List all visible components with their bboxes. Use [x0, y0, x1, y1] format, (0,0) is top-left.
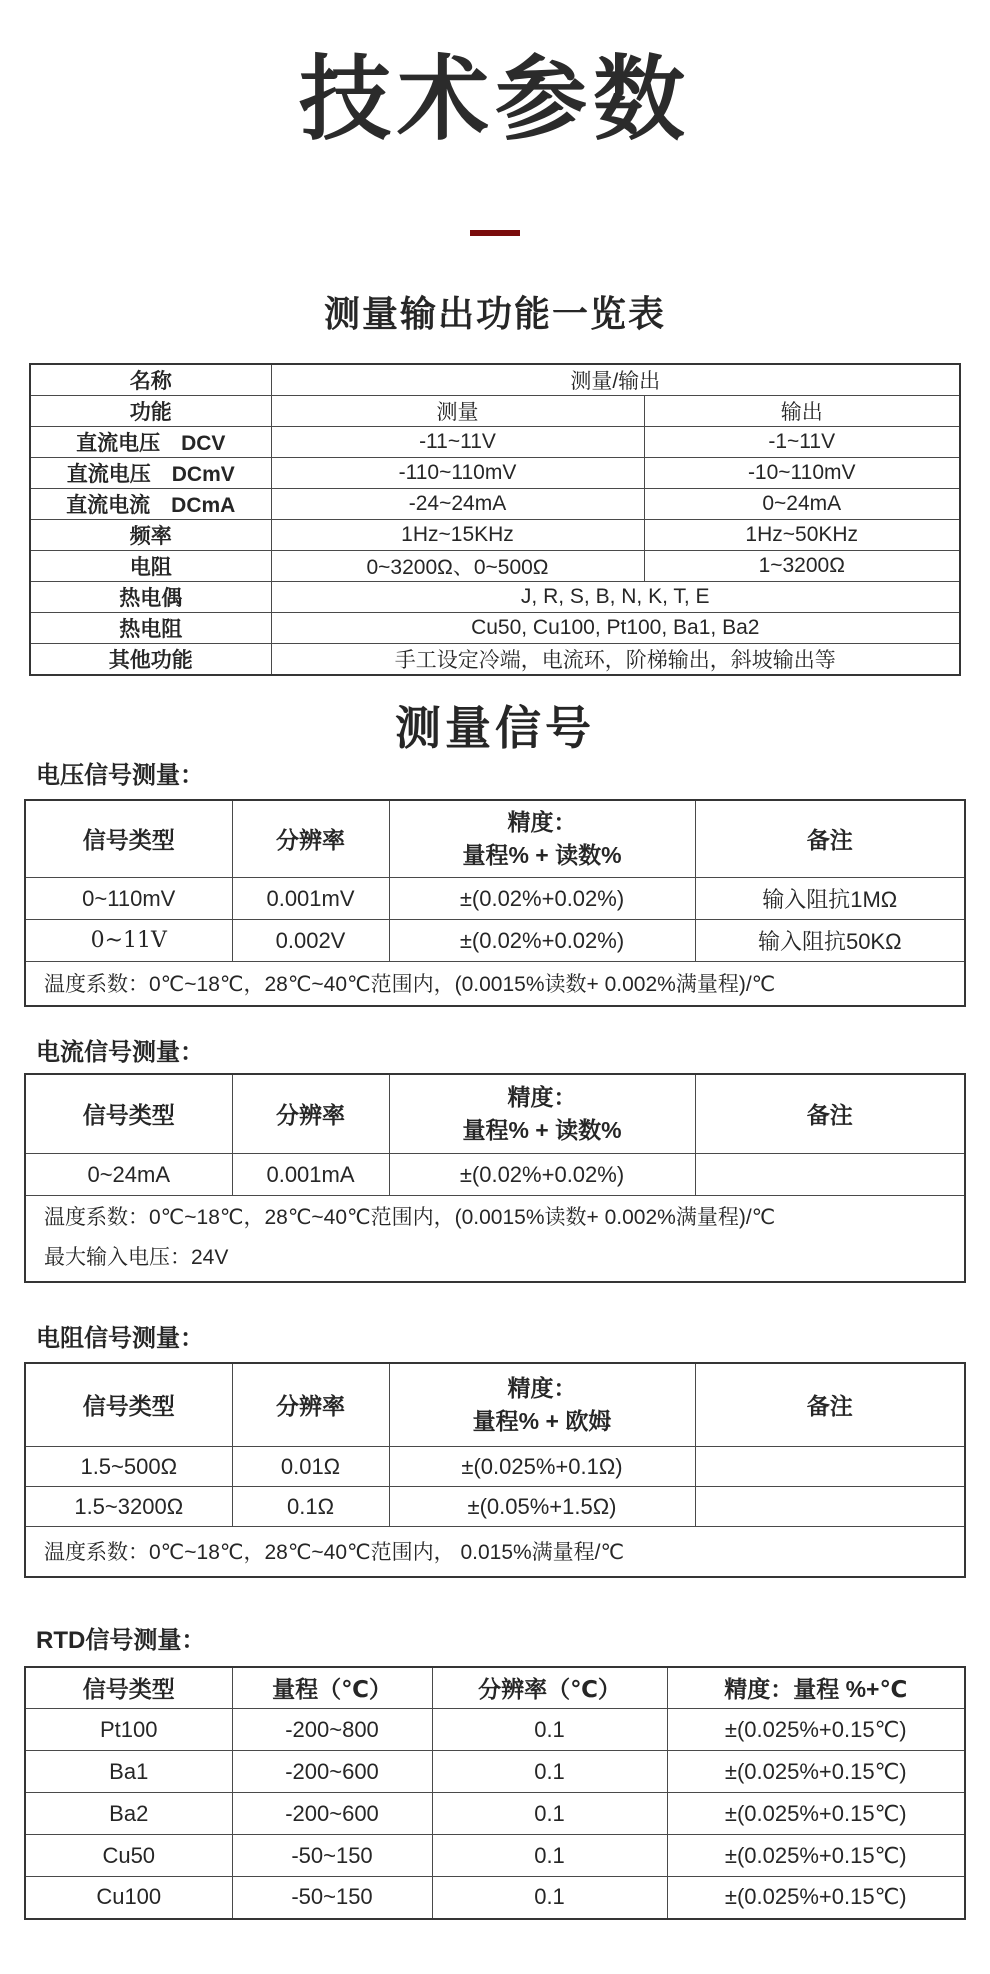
table-cell: -50~150 — [232, 1835, 432, 1877]
table-row — [25, 1447, 965, 1487]
table-cell: 热电偶 — [30, 582, 271, 613]
table-cell: 频率 — [30, 520, 271, 551]
accuracy-header-line1: 精度： — [507, 808, 577, 835]
table-cell: 0~24mA — [644, 489, 960, 520]
column-header: 分辨率 — [232, 1074, 389, 1154]
table-header-row — [25, 1074, 965, 1154]
column-header: 信号类型 — [25, 1074, 232, 1154]
temperature-coefficient-note: 温度系数：0℃~18℃，28℃~40℃范围内， 0.015%满量程/℃ — [25, 1527, 965, 1577]
table-cell: 1~3200Ω — [644, 551, 960, 582]
table-cell: -1~11V — [644, 427, 960, 458]
table-header-row — [25, 1363, 965, 1447]
table-cell: 0.1Ω — [232, 1487, 389, 1527]
table-cell: 0.001mV — [232, 878, 389, 920]
table-cell: ±(0.05%+1.5Ω) — [389, 1487, 695, 1527]
table-cell: 0~24mA — [25, 1154, 232, 1196]
table-cell — [695, 1447, 965, 1487]
table-cell: -110~110mV — [271, 458, 644, 489]
table-cell: -50~150 — [232, 1877, 432, 1919]
table-cell: 输入阻抗1MΩ — [695, 878, 965, 920]
table-cell: ±(0.025%+0.1Ω) — [389, 1447, 695, 1487]
table-row — [30, 396, 960, 427]
table-cell: -24~24mA — [271, 489, 644, 520]
table-cell: Cu50, Cu100, Pt100, Ba1, Ba2 — [271, 613, 960, 644]
table-cell: ±(0.02%+0.02%) — [389, 920, 695, 962]
table-cell: 直流电压 DCmV — [30, 458, 271, 489]
column-header: 分辨率（℃） — [432, 1667, 667, 1709]
resistance-table — [24, 1362, 966, 1578]
table-row — [25, 878, 965, 920]
accuracy-header-line1: 精度： — [507, 1083, 577, 1110]
column-header — [389, 1074, 695, 1154]
table-note-row — [25, 962, 965, 1006]
table-row — [30, 364, 960, 396]
voltage-section-label: 电压信号测量： — [36, 761, 204, 789]
table-cell: 0~110mV — [25, 878, 232, 920]
table-cell: 0~11V — [25, 920, 232, 962]
accuracy-header-line2: 量程% + 欧姆 — [472, 1407, 612, 1434]
table-row — [30, 458, 960, 489]
table-row — [25, 1877, 965, 1919]
title-accent-divider — [470, 230, 520, 236]
column-header: 精度：量程 %+℃ — [667, 1667, 965, 1709]
table-cell: J, R, S, B, N, K, T, E — [271, 582, 960, 613]
table-row — [30, 489, 960, 520]
table-cell: ±(0.02%+0.02%) — [389, 878, 695, 920]
table-cell: Cu100 — [25, 1877, 232, 1919]
table-row — [25, 1835, 965, 1877]
column-header: 信号类型 — [25, 800, 232, 878]
table-cell: 功能 — [30, 396, 271, 427]
table-cell — [695, 1487, 965, 1527]
table-cell: -200~800 — [232, 1709, 432, 1751]
column-header: 量程（℃） — [232, 1667, 432, 1709]
notes-cell — [25, 1196, 965, 1282]
rtd-section-label: RTD信号测量： — [36, 1626, 206, 1654]
column-header: 信号类型 — [25, 1667, 232, 1709]
overview-table — [29, 363, 961, 676]
column-header — [389, 800, 695, 878]
max-input-voltage-note: 最大输入电压：24V — [44, 1246, 229, 1270]
table-cell: 1.5~500Ω — [25, 1447, 232, 1487]
table-note-row — [25, 1527, 965, 1577]
voltage-table — [24, 799, 966, 1007]
page-title: 技术参数 — [298, 49, 691, 151]
column-header: 信号类型 — [25, 1363, 232, 1447]
table-cell: 测量 — [271, 396, 644, 427]
table-row — [30, 520, 960, 551]
table-row — [25, 1793, 965, 1835]
table-cell: 名称 — [30, 364, 271, 396]
table-row — [25, 920, 965, 962]
table-cell: 0.1 — [432, 1793, 667, 1835]
accuracy-header-line2: 量程% + 读数% — [462, 1116, 622, 1143]
table-cell: Ba2 — [25, 1793, 232, 1835]
table-cell: 0.1 — [432, 1835, 667, 1877]
table-cell: 热电阻 — [30, 613, 271, 644]
table-cell: 1Hz~50KHz — [644, 520, 960, 551]
table-cell: 0.01Ω — [232, 1447, 389, 1487]
table-cell: 直流电流 DCmA — [30, 489, 271, 520]
table-row — [25, 1709, 965, 1751]
table-cell: ±(0.025%+0.15℃) — [667, 1793, 965, 1835]
current-section-label: 电流信号测量： — [36, 1038, 204, 1066]
table-cell: 0.002V — [232, 920, 389, 962]
table-cell: -10~110mV — [644, 458, 960, 489]
overview-table-heading: 测量输出功能一览表 — [323, 293, 666, 335]
rtd-table — [24, 1666, 966, 1920]
table-cell: ±(0.025%+0.15℃) — [667, 1751, 965, 1793]
table-cell: -11~11V — [271, 427, 644, 458]
column-header: 备注 — [695, 800, 965, 878]
table-row — [25, 1487, 965, 1527]
column-header — [389, 1363, 695, 1447]
table-row — [30, 551, 960, 582]
table-cell: 直流电压 DCV — [30, 427, 271, 458]
table-cell: 0.1 — [432, 1877, 667, 1919]
table-cell: 0.1 — [432, 1751, 667, 1793]
signals-section-heading: 测量信号 — [395, 702, 595, 755]
table-header-row — [25, 1667, 965, 1709]
table-row — [25, 1154, 965, 1196]
table-cell: ±(0.025%+0.15℃) — [667, 1877, 965, 1919]
accuracy-header-line1: 精度： — [507, 1374, 577, 1401]
table-cell: Pt100 — [25, 1709, 232, 1751]
table-cell: 1.5~3200Ω — [25, 1487, 232, 1527]
table-cell: 输入阻抗50KΩ — [695, 920, 965, 962]
table-cell — [695, 1154, 965, 1196]
table-cell: 输出 — [644, 396, 960, 427]
table-cell: 其他功能 — [30, 644, 271, 676]
table-row — [25, 1751, 965, 1793]
table-cell: 测量/输出 — [271, 364, 960, 396]
column-header: 分辨率 — [232, 800, 389, 878]
column-header: 分辨率 — [232, 1363, 389, 1447]
current-table — [24, 1073, 966, 1283]
table-cell: ±(0.025%+0.15℃) — [667, 1835, 965, 1877]
column-header: 备注 — [695, 1363, 965, 1447]
table-cell: -200~600 — [232, 1751, 432, 1793]
table-row — [30, 644, 960, 676]
resistance-section-label: 电阻信号测量： — [36, 1324, 204, 1352]
table-row — [30, 613, 960, 644]
table-cell: Cu50 — [25, 1835, 232, 1877]
table-cell: -200~600 — [232, 1793, 432, 1835]
table-note-row — [25, 1196, 965, 1282]
temperature-coefficient-note: 温度系数：0℃~18℃，28℃~40℃范围内，(0.0015%读数+ 0.002%满量程)/℃ — [25, 962, 965, 1006]
table-cell: 0.1 — [432, 1709, 667, 1751]
temperature-coefficient-note: 温度系数：0℃~18℃，28℃~40℃范围内，(0.0015%读数+ 0.002%满量程)/℃ — [44, 1206, 776, 1230]
table-cell: 0.001mA — [232, 1154, 389, 1196]
column-header: 备注 — [695, 1074, 965, 1154]
table-cell: 0~3200Ω、0~500Ω — [271, 551, 644, 582]
table-cell: ±(0.025%+0.15℃) — [667, 1709, 965, 1751]
table-cell: 电阻 — [30, 551, 271, 582]
table-row — [30, 427, 960, 458]
table-cell: ±(0.02%+0.02%) — [389, 1154, 695, 1196]
table-cell: 1Hz~15KHz — [271, 520, 644, 551]
table-row — [30, 582, 960, 613]
accuracy-header-line2: 量程% + 读数% — [462, 841, 622, 868]
table-cell: 手工设定冷端，电流环，阶梯输出，斜坡输出等 — [271, 644, 960, 676]
table-header-row — [25, 800, 965, 878]
table-cell: Ba1 — [25, 1751, 232, 1793]
